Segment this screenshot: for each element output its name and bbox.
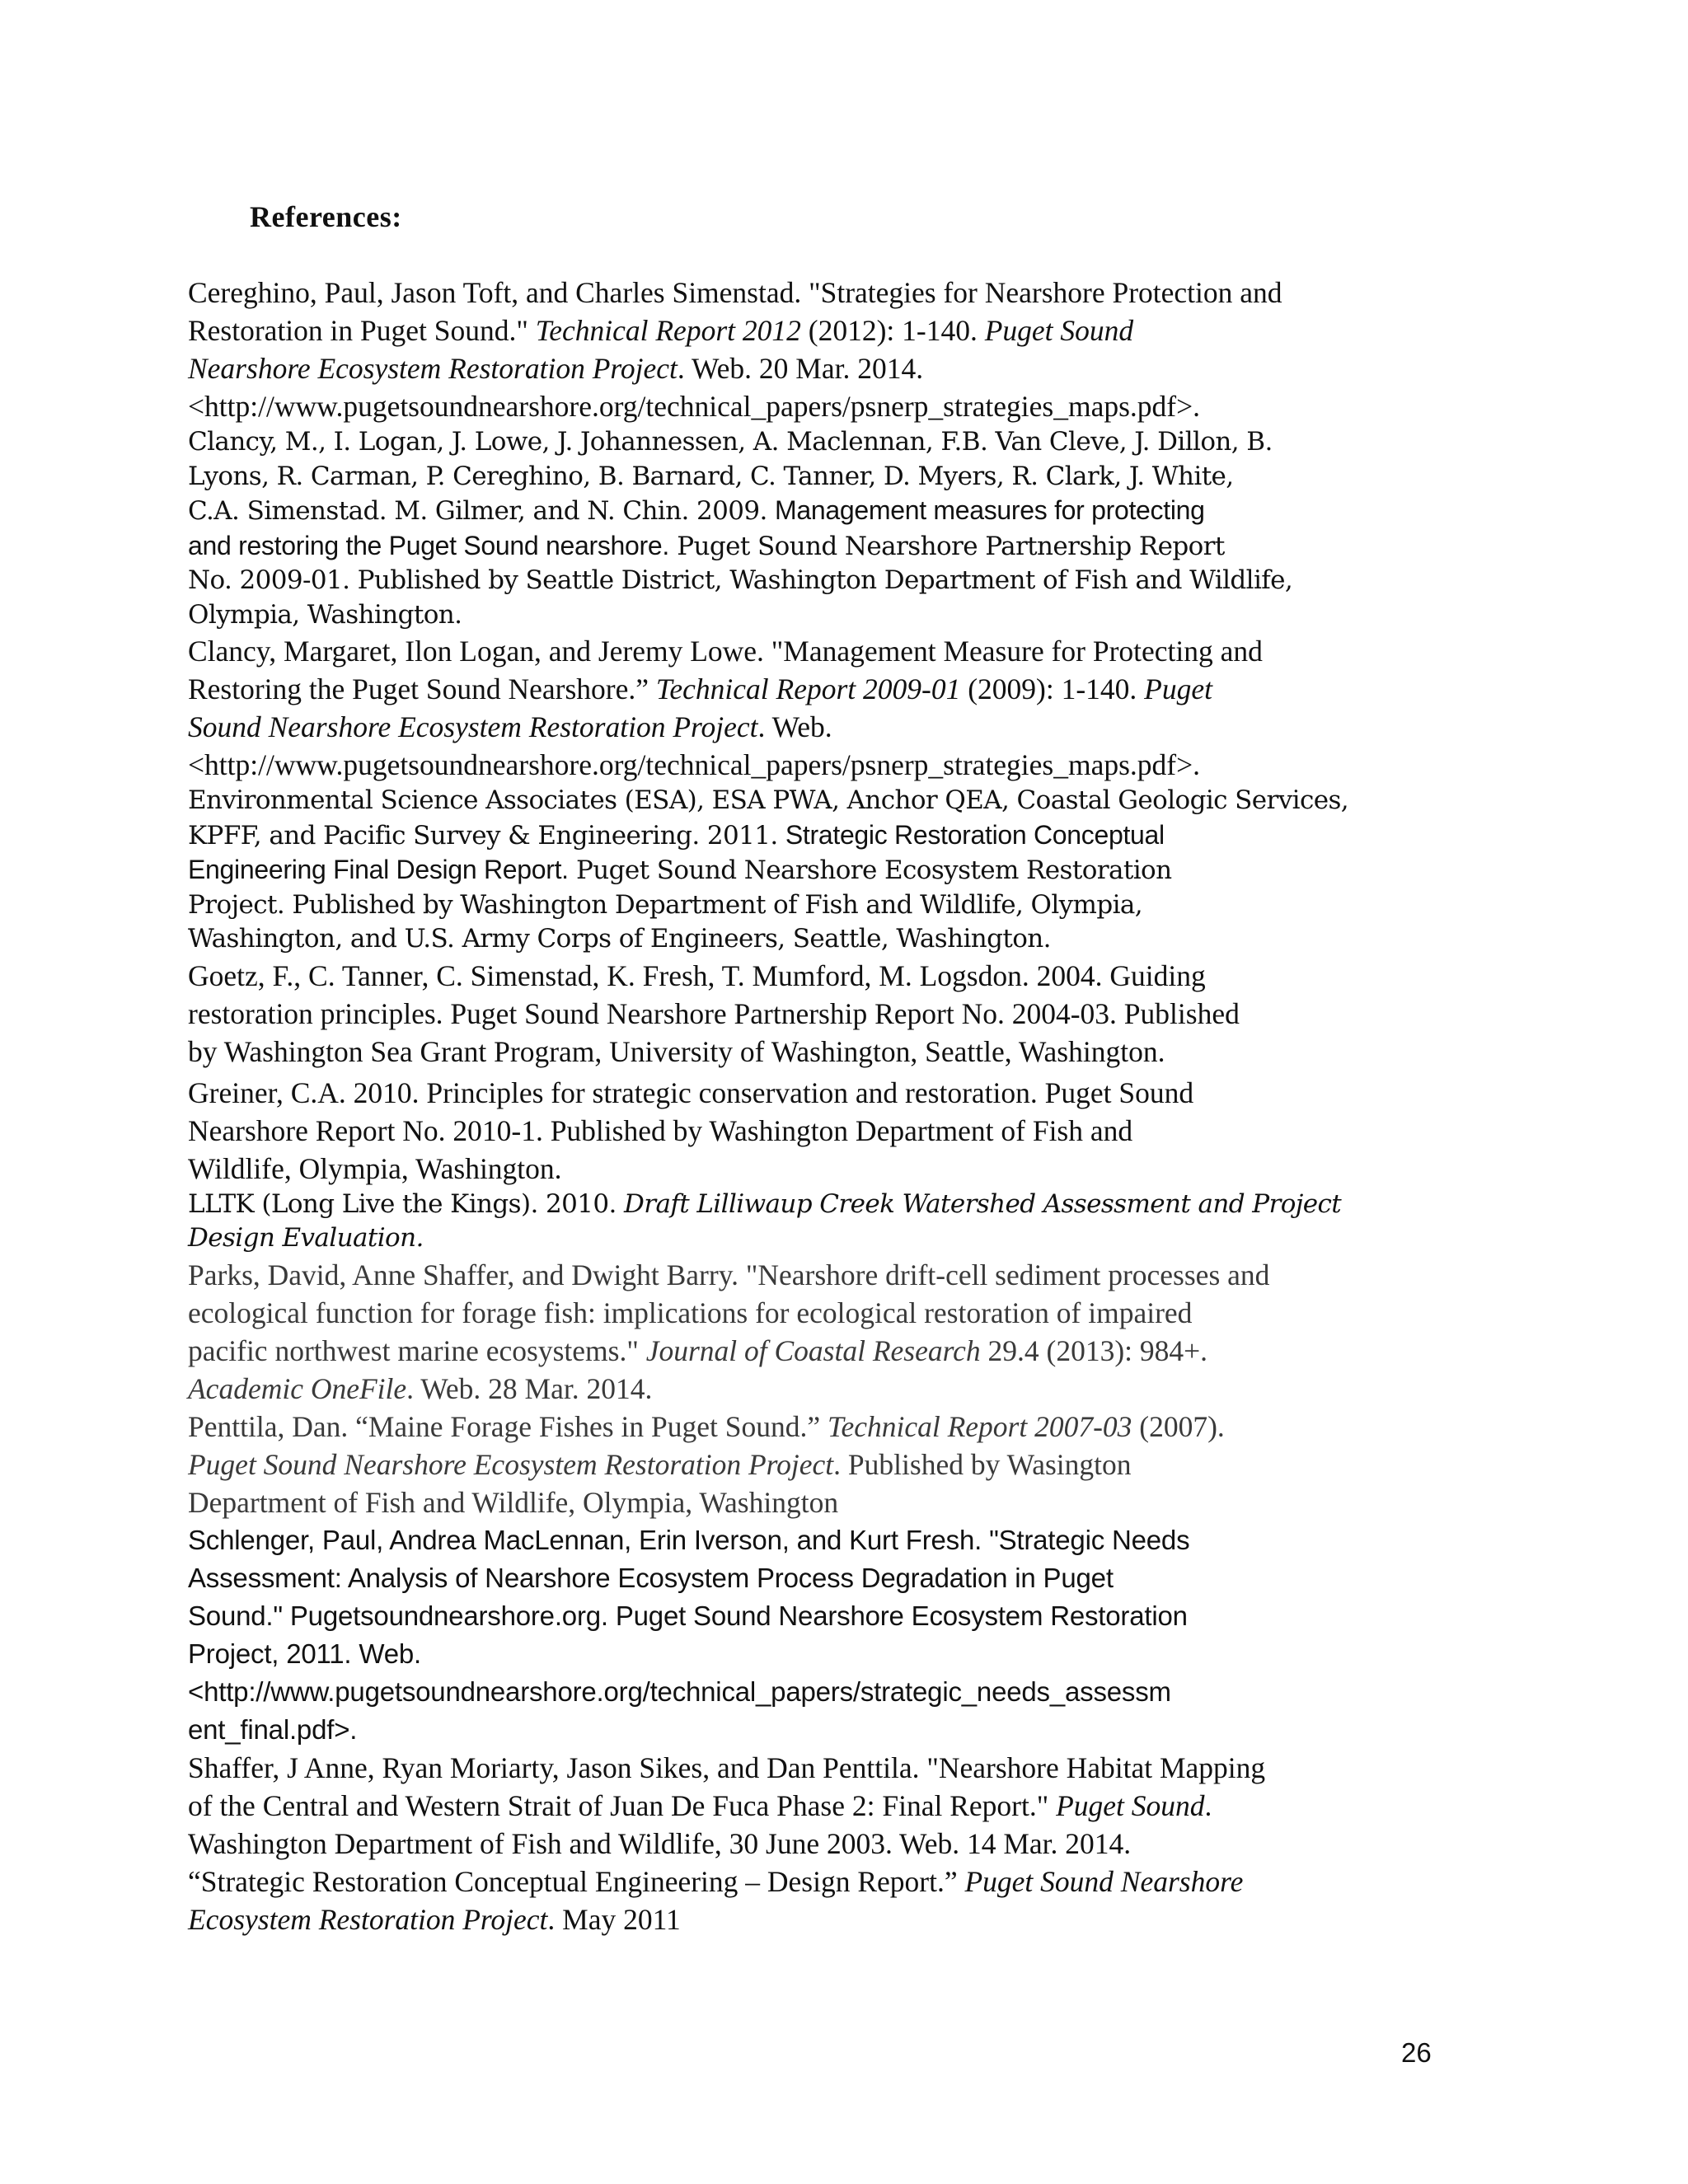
references-heading: References:	[250, 200, 402, 233]
ref-line: No. 2009-01. Published by Seattle District, Washington Department of Fish and Wildlife,	[188, 565, 1293, 595]
reference-clancy-margaret	[188, 632, 1474, 784]
ref-line: ent_final.pdf>.	[188, 1713, 358, 1745]
ref-line: “Strategic Restoration Conceptual Engineering – Design Report.” Puget Sound Nearshore	[188, 1864, 1244, 1898]
page-number: 26	[1401, 2037, 1432, 2068]
ref-line: Puget Sound Nearshore Ecosystem Restoration Project. Published by Wasington	[188, 1447, 1132, 1481]
ref-line: Environmental Science Associates (ESA), ESA PWA, Anchor QEA, Coastal Geologic Services,	[188, 785, 1349, 815]
ref-line: Department of Fish and Wildlife, Olympia, Washington	[188, 1485, 839, 1519]
ref-line: Parks, David, Anne Shaffer, and Dwight Barry. "Nearshore drift-cell sediment processes and	[188, 1258, 1270, 1291]
reference-strategic-restoration	[188, 1863, 1474, 1938]
reference-greiner	[188, 1074, 1474, 1188]
ref-line: Sound." Pugetsoundnearshore.org. Puget Sound Nearshore Ecosystem Restoration	[188, 1600, 1188, 1631]
ref-line: by Washington Sea Grant Program, University of Washington, Seattle, Washington.	[188, 1034, 1165, 1068]
ref-line: Olympia, Washington.	[188, 599, 462, 630]
reference-schlenger	[188, 1521, 1474, 1749]
ref-line: Project, 2011. Web.	[188, 1638, 421, 1669]
ref-line: Project. Published by Washington Department of Fish and Wildlife, Olympia,	[188, 889, 1143, 920]
ref-line: Wildlife, Olympia, Washington.	[188, 1151, 562, 1185]
ref-line: Assessment: Analysis of Nearshore Ecosystem Process Degradation in Puget	[188, 1562, 1114, 1593]
ref-line: Academic OneFile. Web. 28 Mar. 2014.	[188, 1371, 653, 1405]
ref-line: ecological function for forage fish: implications for ecological restoration of impaired	[188, 1296, 1193, 1329]
reference-clancy-2009	[188, 425, 1474, 632]
ref-line: KPFF, and Pacific Survey & Engineering. 2011. Strategic Restoration Conceptual	[188, 819, 1165, 851]
reference-goetz	[188, 957, 1474, 1071]
ref-line: Nearshore Report No. 2010-1. Published by Washington Department of Fish and	[188, 1113, 1133, 1147]
reference-cereghino	[188, 274, 1474, 425]
ref-line: Clancy, M., I. Logan, J. Lowe, J. Johannessen, A. Maclennan, F.B. Van Cleve, J. Dillon, B.	[188, 427, 1273, 457]
ref-url: <http://www.pugetsoundnearshore.org/technical_papers/psnerp_strategies_maps.pdf>.	[188, 390, 1201, 423]
ref-line: Restoration in Puget Sound." Technical Report 2012 (2012): 1-140. Puget Sound	[188, 314, 1134, 347]
ref-line: Lyons, R. Carman, P. Cereghino, B. Barnard, C. Tanner, D. Myers, R. Clark, J. White,	[188, 461, 1234, 491]
ref-line: restoration principles. Puget Sound Nearshore Partnership Report No. 2004-03. Published	[188, 996, 1240, 1030]
ref-line: Design Evaluation.	[188, 1223, 424, 1253]
ref-line: Shaffer, J Anne, Ryan Moriarty, Jason Sikes, and Dan Penttila. "Nearshore Habitat Mapping	[188, 1750, 1266, 1784]
ref-line: Washington Department of Fish and Wildlife, 30 June 2003. Web. 14 Mar. 2014.	[188, 1826, 1132, 1860]
ref-line: Cereghino, Paul, Jason Toft, and Charles Simenstad. "Strategies for Nearshore Protection and	[188, 276, 1282, 309]
reference-penttila	[188, 1408, 1474, 1521]
ref-line: Schlenger, Paul, Andrea MacLennan, Erin Iverson, and Kurt Fresh. "Strategic Needs	[188, 1524, 1190, 1555]
ref-line: Engineering Final Design Report. Puget Sound Nearshore Ecosystem Restoration	[188, 855, 1172, 885]
ref-line: Greiner, C.A. 2010. Principles for strategic conservation and restoration. Puget Sound	[188, 1076, 1194, 1109]
reference-list	[188, 274, 1474, 1938]
ref-line: pacific northwest marine ecosystems." Journal of Coastal Research 29.4 (2013): 984+.	[188, 1333, 1208, 1367]
ref-line: Goetz, F., C. Tanner, C. Simenstad, K. Fresh, T. Mumford, M. Logsdon. 2004. Guiding	[188, 958, 1206, 992]
reference-parks	[188, 1256, 1474, 1408]
ref-line: Ecosystem Restoration Project. May 2011	[188, 1902, 681, 1936]
ref-line: Clancy, Margaret, Ilon Logan, and Jeremy Lowe. "Management Measure for Protecting and	[188, 635, 1263, 668]
ref-line: LLTK (Long Live the Kings). 2010. Draft Lilliwaup Creek Watershed Assessment and Project	[188, 1188, 1342, 1219]
ref-line: Sound Nearshore Ecosystem Restoration Project. Web.	[188, 710, 832, 743]
reference-lltk	[188, 1188, 1474, 1256]
ref-line: C.A. Simenstad. M. Gilmer, and N. Chin. 2009. Management measures for protecting	[188, 495, 1205, 526]
ref-url: <http://www.pugetsoundnearshore.org/technical_papers/strategic_needs_assessm	[188, 1675, 1171, 1707]
ref-line: Nearshore Ecosystem Restoration Project. Web. 20 Mar. 2014.	[188, 352, 924, 385]
ref-line: Penttila, Dan. “Maine Forage Fishes in Puget Sound.” Technical Report 2007-03 (2007).	[188, 1409, 1225, 1443]
reference-shaffer	[188, 1749, 1474, 1863]
ref-line: and restoring the Puget Sound nearshore. Puget Sound Nearshore Partnership Report	[188, 530, 1225, 561]
reference-esa	[188, 784, 1474, 957]
ref-line: Washington, and U.S. Army Corps of Engineers, Seattle, Washington.	[188, 924, 1051, 954]
ref-line: Restoring the Puget Sound Nearshore.” Technical Report 2009-01 (2009): 1-140. Puget	[188, 673, 1212, 705]
ref-line: of the Central and Western Strait of Juan De Fuca Phase 2: Final Report." Puget Sound.	[188, 1788, 1212, 1822]
ref-url: <http://www.pugetsoundnearshore.org/technical_papers/psnerp_strategies_maps.pdf>.	[188, 748, 1201, 781]
